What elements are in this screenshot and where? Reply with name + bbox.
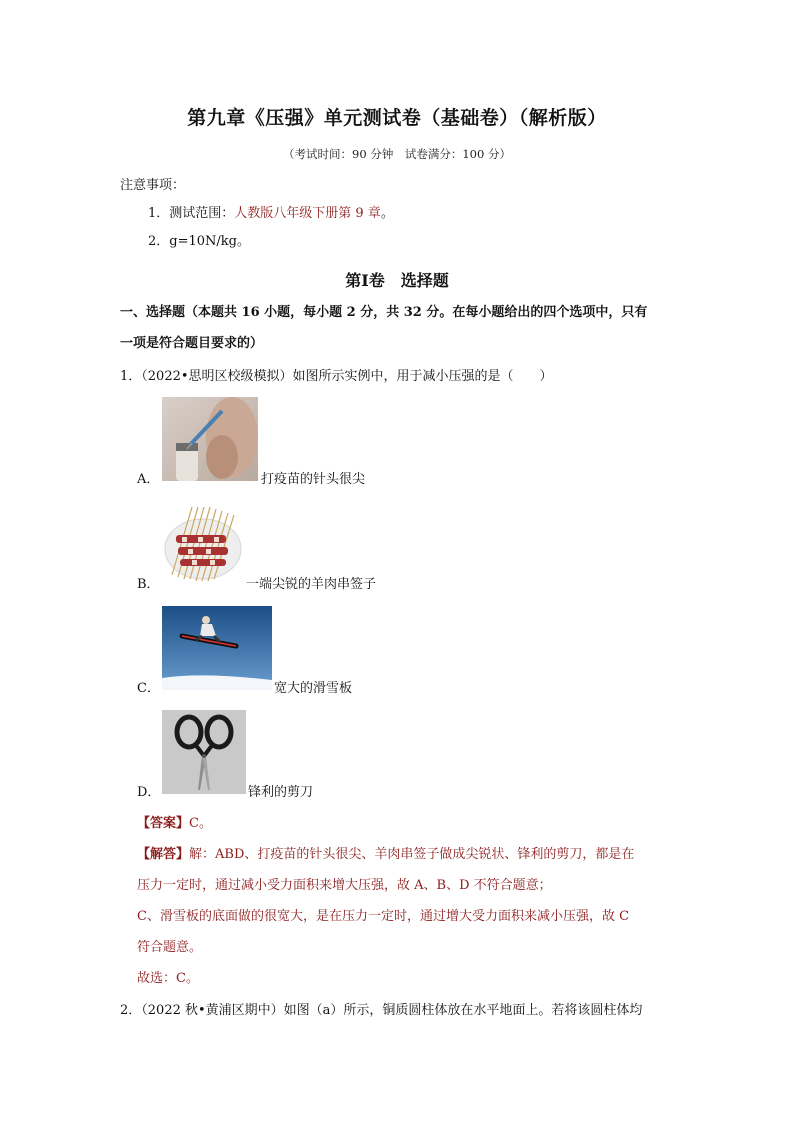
part1-heading-line2: 一项是符合题目要求的） bbox=[120, 336, 264, 351]
exam-info: （考试时间：90 分钟 试卷满分：100 分） bbox=[283, 147, 511, 161]
option-d-text: 锋利的剪刀 bbox=[248, 785, 314, 800]
answer-line bbox=[137, 815, 212, 833]
document-title: 第九章《压强》单元测试卷（基础卷）（解析版） bbox=[187, 107, 607, 129]
part1-heading-line1: 一、选择题（本题共 16 小题，每小题 2 分，共 32 分。在每小题给出的四个选项中，只有 bbox=[120, 305, 648, 320]
note-item-2: 2．g=10N/kg。 bbox=[148, 234, 250, 249]
note-item-1-prefix: 1．测试范围： bbox=[148, 206, 235, 221]
vaccine-needle-photo bbox=[162, 397, 258, 481]
note-item-1 bbox=[148, 205, 394, 223]
conclusion: 故选：C。 bbox=[137, 971, 199, 986]
option-b-text: 一端尖锐的羊肉串签子 bbox=[246, 577, 377, 592]
answer-value: C。 bbox=[189, 816, 212, 831]
answer-label: 【答案】 bbox=[137, 816, 190, 831]
section-title: 第Ⅰ卷 选择题 bbox=[345, 271, 449, 290]
note-item-1-scope: 人教版八年级下册第 9 章 bbox=[234, 206, 381, 221]
analysis-line-1 bbox=[137, 846, 634, 864]
option-a-letter: A． bbox=[137, 472, 160, 487]
option-c-text: 宽大的滑雪板 bbox=[274, 681, 353, 696]
scissors-photo bbox=[162, 710, 246, 794]
question-2-stem: 2．（2022 秋•黄浦区期中）如图（a）所示，铜质圆柱体放在水平地面上。若将该圆柱体均 bbox=[120, 1003, 643, 1018]
analysis-line-2: 压力一定时，通过减小受力面积来增大压强，故 A、B、D 不符合题意； bbox=[137, 878, 552, 893]
note-item-1-suffix: 。 bbox=[380, 206, 394, 221]
option-d-letter: D． bbox=[137, 785, 161, 800]
lamb-skewers-photo bbox=[162, 503, 244, 585]
analysis-text-1: 解：ABD、打疫苗的针头很尖、羊肉串签子做成尖锐状、锋利的剪刀，都是在 bbox=[189, 847, 635, 862]
option-a-text: 打疫苗的针头很尖 bbox=[261, 472, 366, 487]
analysis-line-3: C、滑雪板的底面做的很宽大，是在压力一定时，通过增大受力面积来减小压强，故 C bbox=[137, 909, 630, 924]
notes-heading: 注意事项： bbox=[120, 178, 186, 193]
option-b-letter: B． bbox=[137, 577, 160, 592]
option-c-letter: C． bbox=[137, 681, 160, 696]
snowboarder-photo bbox=[162, 606, 272, 690]
question-1-stem: 1．（2022•思明区校级模拟）如图所示实例中，用于减小压强的是（ ） bbox=[120, 369, 553, 384]
analysis-line-4: 符合题意。 bbox=[137, 940, 203, 955]
analysis-label: 【解答】 bbox=[137, 847, 190, 862]
